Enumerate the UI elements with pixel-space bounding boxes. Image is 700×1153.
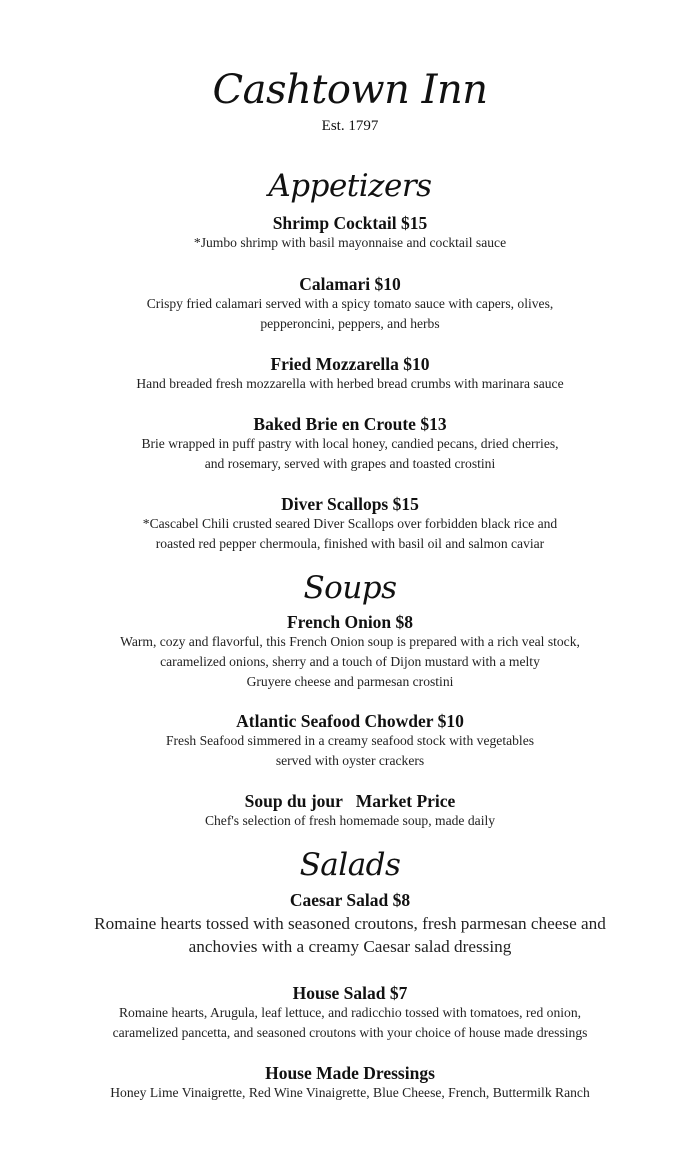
menu-item-description	[0, 514, 700, 554]
menu-item-description	[0, 434, 700, 474]
section-heading-salads: Salads	[299, 847, 401, 883]
established-year: Est. 1797	[321, 118, 379, 134]
restaurant-title: Cashtown Inn	[212, 67, 488, 113]
menu-item-description	[0, 731, 700, 771]
menu-item-name: Diver Scallops $15	[281, 494, 419, 514]
description-line: *Jumbo shrimp with basil mayonnaise and cocktail sauce	[193, 235, 507, 250]
description-line: Warm, cozy and flavorful, this French Onion soup is prepared with a rich veal stock,	[120, 634, 580, 649]
description-line: caramelized onions, sherry and a touch of Dijon mustard with a melty	[160, 654, 540, 669]
description-line: Romaine hearts, Arugula, leaf lettuce, and radicchio tossed with tomatoes, red onion,	[118, 1005, 582, 1020]
menu-item-name: Fried Mozzarella $10	[270, 354, 430, 374]
menu-item-description	[0, 1083, 700, 1103]
description-line: roasted red pepper chermoula, finished with basil oil and salmon caviar	[155, 536, 545, 551]
description-line: Romaine hearts tossed with seasoned croutons, fresh parmesan cheese and	[94, 914, 606, 933]
section-heading-soups: Soups	[303, 570, 397, 606]
description-line: and rosemary, served with grapes and toasted crostini	[204, 456, 496, 471]
menu-item-name: Caesar Salad $8	[289, 890, 411, 910]
menu-item-description	[0, 233, 700, 253]
menu-item-name: French Onion $8	[286, 612, 414, 632]
description-line: caramelized pancetta, and seasoned croutons with your choice of house made dressings	[112, 1025, 588, 1040]
description-line: Hand breaded fresh mozzarella with herbed bread crumbs with marinara sauce	[136, 376, 564, 391]
menu-item-description	[0, 374, 700, 394]
menu-item-description	[0, 294, 700, 334]
description-line: Honey Lime Vinaigrette, Red Wine Vinaigrette, Blue Cheese, French, Buttermilk Ranch	[110, 1085, 590, 1100]
description-line: *Cascabel Chili crusted seared Diver Scallops over forbidden black rice and	[142, 516, 558, 531]
description-line: Brie wrapped in puff pastry with local honey, candied pecans, dried cherries,	[141, 436, 559, 451]
description-line: anchovies with a creamy Caesar salad dressing	[188, 937, 512, 956]
menu-item-name: House Salad $7	[292, 983, 408, 1003]
menu-item-description	[0, 632, 700, 692]
menu-item-name: Atlantic Seafood Chowder $10	[236, 711, 464, 731]
description-line: Fresh Seafood simmered in a creamy seafood stock with vegetables	[165, 733, 535, 748]
menu-item-name: Baked Brie en Croute $13	[253, 414, 447, 434]
description-line: Crispy fried calamari served with a spicy tomato sauce with capers, olives,	[146, 296, 554, 311]
menu-item-description	[0, 912, 700, 958]
description-line: pepperoncini, peppers, and herbs	[260, 316, 440, 331]
menu-item-name: House Made Dressings	[265, 1063, 435, 1083]
menu-item-name: Soup du jour Market Price	[244, 791, 456, 811]
section-heading-appetizers: Appetizers	[268, 168, 432, 204]
menu-item-description	[0, 811, 700, 831]
description-line: Gruyere cheese and parmesan crostini	[246, 674, 454, 689]
description-line: Chef's selection of fresh homemade soup, made daily	[204, 813, 496, 828]
menu-item-name: Shrimp Cocktail $15	[272, 213, 428, 233]
menu-item-name: Calamari $10	[299, 274, 401, 294]
description-line: served with oyster crackers	[275, 753, 425, 768]
menu-item-description	[0, 1003, 700, 1043]
